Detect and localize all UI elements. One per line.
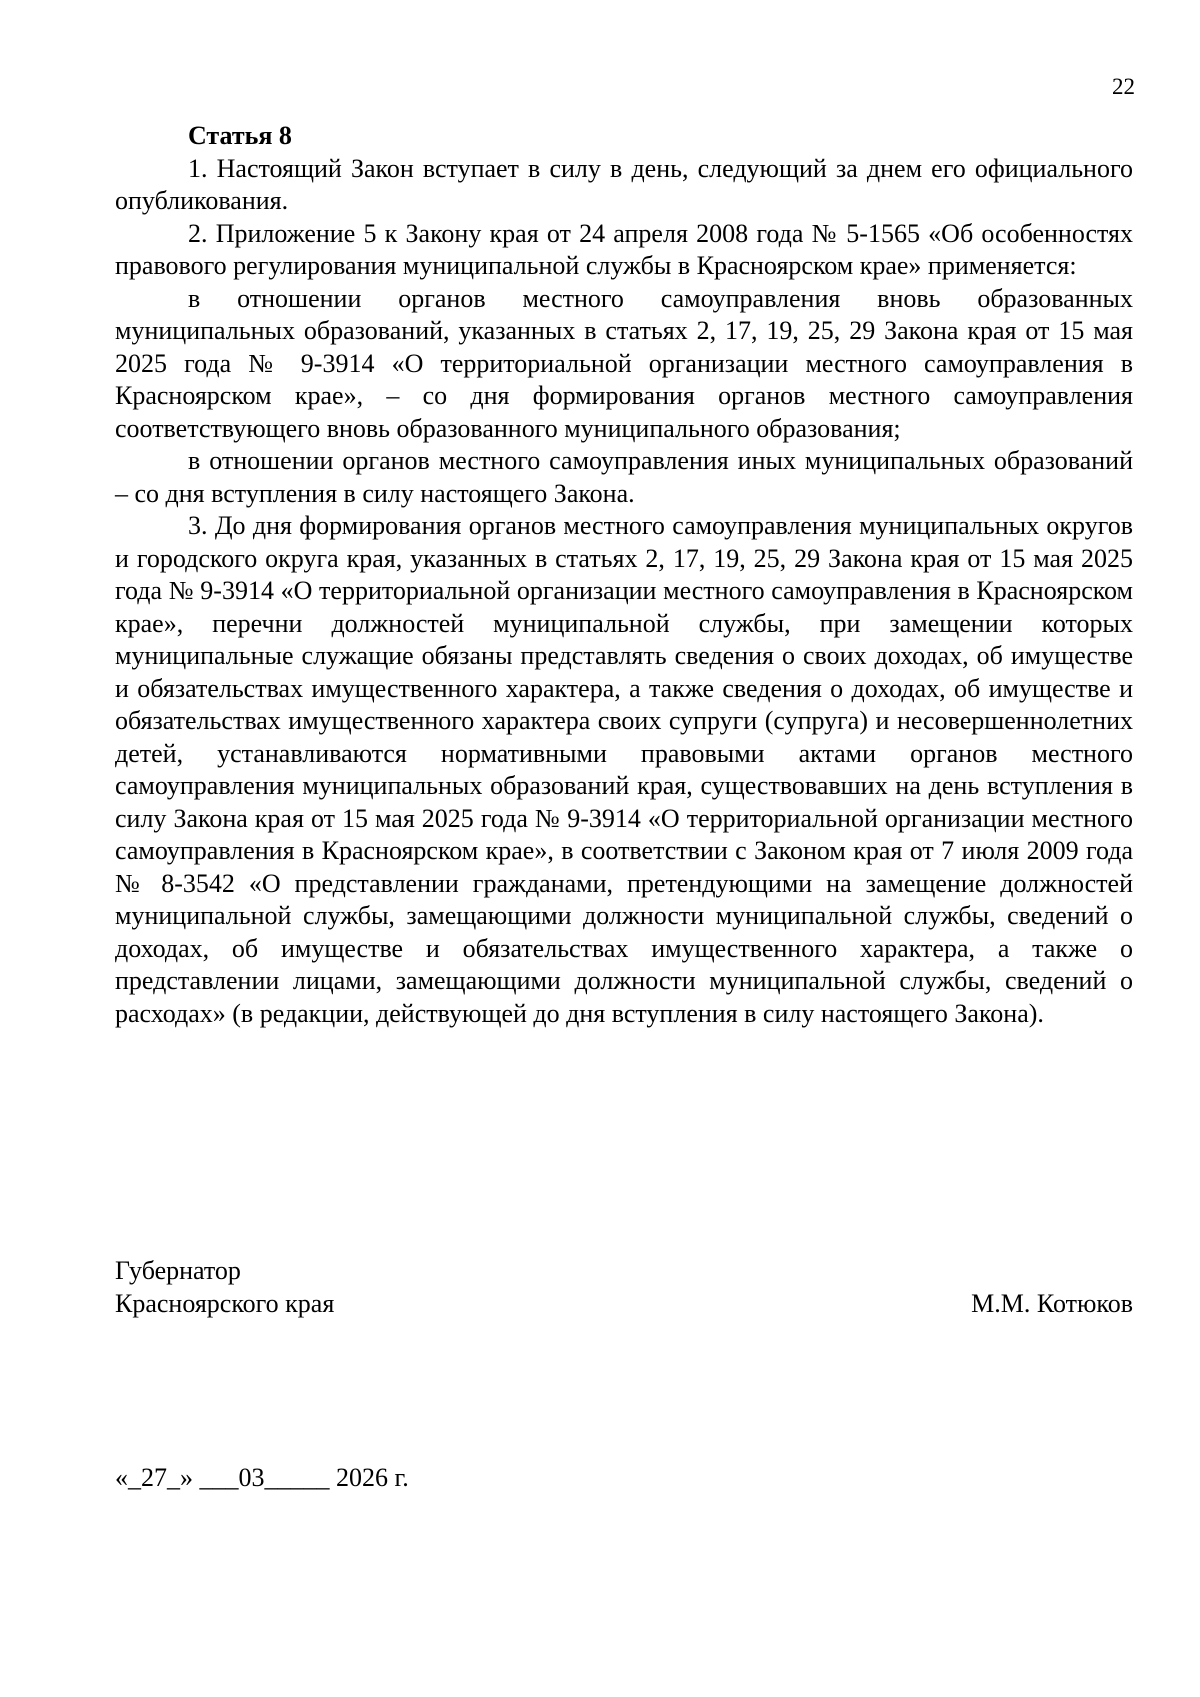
signatory-title-line2: Красноярского края [115,1288,335,1318]
signatory-name: М.М. Котюков [971,1288,1133,1318]
signature-block [115,1255,1133,1320]
signing-date: «_27_» ___03_____ 2026 г. [115,1463,409,1492]
article-heading: Статья 8 [188,121,292,150]
paragraph-2: 2. Приложение 5 к Закону края от 24 апреля 2008 года № 5-1565 «Об особенностях правового регулирования муниципальной службы в Красноярском крае» применяется: [115,218,1133,280]
paragraph-1: 1. Настоящий Закон вступает в силу в день, следующий за днем его официального опубликования. [115,153,1133,215]
paragraph-3: 3. До дня формирования органов местного самоуправления муниципальных округов и городского округа края, указанных в статьях 2, 17, 19, 25, 29 Закона края от 15 мая 2025 года № 9-3914 «О территориальной организации местного самоуправления в Красноярском крае», перечни должностей муниципальной службы, при замещении которых муниципальные служащие обязаны представлять сведения о своих доходах, об имуществе и обязательствах имущественного характера, а также сведения о доходах, об имуществе и обязательствах имущественного характера своих супруги (супруга) и несовершеннолетних детей, устанавливаются нормативными правовыми актами органов местного самоуправления муниципальных образований края, существовавших на день вступления в силу Закона края от 15 мая 2025 года № 9-3914 «О территориальной организации местного самоуправления в Красноярском крае», в соответствии с Законом края от 7 июля 2009 года № 8-3542 «О представлении гражданами, претендующими на замещение должностей муниципальной службы, замещающими должности муниципальной службы, сведений о доходах, об имуществе и обязательствах имущественного характера, а также о представлении лицами, замещающими должности муниципальной службы, сведений о расходах» (в редакции, действующей до дня вступления в силу настоящего Закона). [115,511,1133,1028]
signatory-title-line1: Губернатор [115,1256,241,1285]
signature-title-row [115,1255,1133,1288]
signature-name-row [115,1288,1133,1321]
page-number: 22 [1112,74,1135,99]
article-body [115,120,1133,1030]
paragraph-2-subitem-2: в отношении органов местного самоуправления иных муниципальных образований – со дня вступления в силу настоящего Закона. [115,446,1133,508]
paragraph-2-subitem-1: в отношении органов местного самоуправления вновь образованных муниципальных образований, указанных в статьях 2, 17, 19, 25, 29 Закона края от 15 мая 2025 года № 9-3914 «О территориальной организации местного самоуправления в Красноярском крае», – со дня формирования органов местного самоуправления соответствующего вновь образованного муниципального образования; [115,283,1133,443]
